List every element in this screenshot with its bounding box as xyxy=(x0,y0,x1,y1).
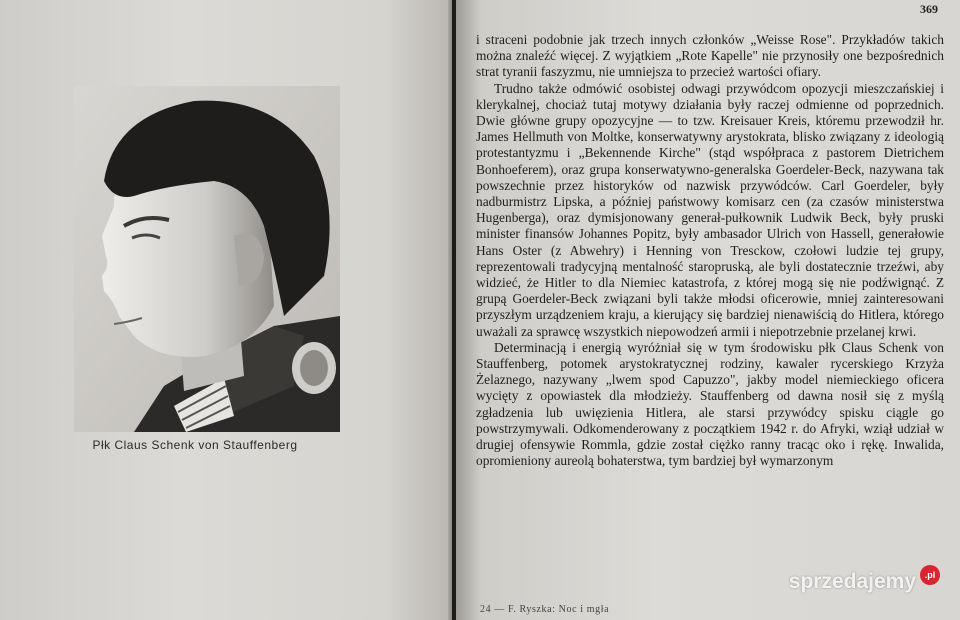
page-number: 369 xyxy=(920,2,938,16)
portrait-illustration xyxy=(74,86,340,432)
photo-caption: Płk Claus Schenk von Stauffenberg xyxy=(92,438,298,452)
left-page xyxy=(0,0,452,620)
paragraph-1: i straceni podobnie jak trzech innych członków „Weisse Rose". Przykładów takich można znaleźć więcej. Z wyjątkiem „Rote Kapelle" nie przynosiły one bezpośrednich strat tyranii faszyzmu, nie umniejsza to przecież wartości ofiary. xyxy=(476,32,944,80)
page-footer: 24 — F. Ryszka: Noc i mgła xyxy=(480,604,610,615)
watermark xyxy=(789,570,940,594)
portrait-photo xyxy=(74,86,340,432)
paragraph-2: Trudno także odmówić osobistej odwagi przywódcom opozycji mieszczańskiej i klerykalnej, chociaż tutaj motywy działania były raczej odmienne od poprzednich. Dwie główne grupy opozycyjne — to tzw. Kreisauer Kreis, któremu przewodził hr. James Hellmuth von Moltke, konserwatywny arystokrata, blisko związany z ideologią protestantyzmu i „Bekennende Kirche" (stąd współpraca z pastorem Dietrichem Bonhoeferem), oraz grupa konserwatywno-generalska Goerdeler-Beck, nazywana tak powszechnie przez historyków od nazwisk przywódców. Carl Goerdeler, były nadburmistrz Lipska, a później państwowy komisarz cen (za czasów ministerstwa Hugenberga), oraz dymisjonowany generał-pułkownik Ludwik Beck, były pruski minister finansów Johannes Popitz, były ambasador Ulrich von Hassell, generałowie Hans Oster (z Abwehry) i Henning von Tresckow, czołowi ludzie tej grupy, reprezentowali tradycyjną mentalność staropruską, ale byli dostatecznie trzeźwi, aby widzieć, że Hitler to dla Niemiec katastrofa, z której mogą się nie podźwignąć. Z grupą Goerdeler-Beck związani byli także młodsi oficerowie, mniej zainteresowani przyszłym urządzeniem kraju, a kierujący się bardziej nienawiścią do Hitlera, którego uważali za sprawcę wszystkich niepowodzeń armii i niepotrzebnie przelanej krwi. xyxy=(476,80,944,339)
body-text xyxy=(476,32,944,469)
paragraph-3: Determinacją i energią wyróżniał się w tym środowisku płk Claus Schenk von Stauffenberg, potomek arystokratycznej rodziny, kawaler rycerskiego Krzyża Żelaznego, nazywany „lwem spod Capuzzo", jakby model niemieckiego oficera wycięty z opowiastek dla młodzieży. Stauffenberg od dawna nosił się z myślą zgładzenia lub uwięzienia Hitlera, ale starsi przywódcy spisku ciągle go powstrzymywali. Odkomenderowany z początkiem 1942 r. do Afryki, wziął udział w drugiej ofensywie Rommla, gdzie został ciężko ranny tracąc oko i rękę. Inwalida, opromieniony aureolą bohaterstwa, tym bardziej był wymarzonym xyxy=(476,339,944,469)
watermark-text: sprzedajemy xyxy=(788,570,916,593)
watermark-badge: .pl xyxy=(920,565,940,585)
